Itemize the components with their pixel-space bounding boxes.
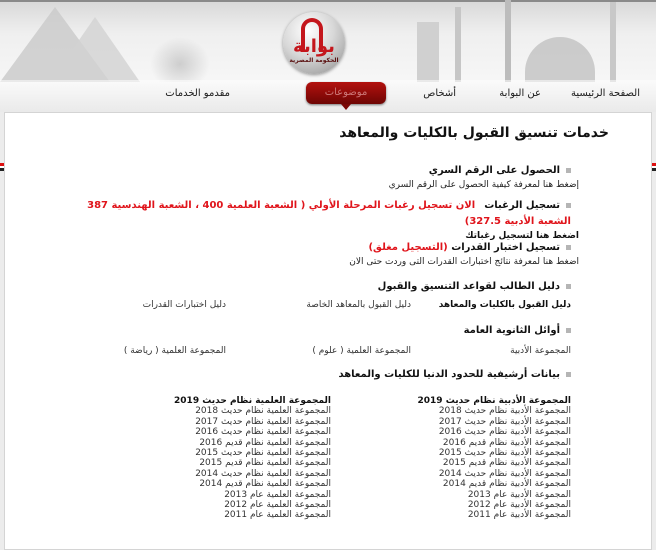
bullet-icon — [566, 284, 571, 289]
sphinx-illustration — [150, 37, 210, 82]
content-panel — [4, 112, 652, 550]
building-illustration — [417, 22, 439, 82]
section-guide — [378, 281, 571, 292]
archive-link[interactable]: المجموعة الأدبية نظام حديث 2017 — [438, 416, 571, 427]
section-preferences — [51, 196, 579, 243]
top-math-link[interactable]: المجموعة العلمية ( رياضة ) — [123, 346, 226, 356]
bullet-icon — [566, 203, 571, 208]
section-title: الحصول على الرقم السري — [428, 165, 560, 176]
archive-link[interactable]: المجموعة الأدبية نظام حديث 2015 — [438, 448, 571, 459]
section-top-students — [464, 325, 571, 336]
archive-link[interactable]: المجموعة العلمية نظام حديث 2014 — [195, 468, 331, 479]
archive-link[interactable]: المجموعة العلمية نظام حديث 2015 — [195, 448, 331, 459]
archive-link[interactable]: المجموعة العلمية نظام حديث 2018 — [195, 406, 331, 417]
archive-link[interactable]: المجموعة الأدبية نظام حديث 2014 — [438, 468, 571, 479]
nav-service-providers[interactable]: مقدمو الخدمات — [165, 88, 230, 99]
section-title: دليل الطالب لقواعد التنسيق والقبول — [377, 281, 560, 292]
main-nav — [0, 80, 656, 110]
archive-link[interactable]: المجموعة العلمية نظام حديث 2016 — [195, 427, 331, 438]
portal-logo[interactable] — [283, 12, 345, 74]
section-title: أوائل الثانوية العامة — [463, 325, 560, 336]
bullet-icon — [566, 168, 571, 173]
bullet-icon — [566, 328, 571, 333]
aptitude-results-link[interactable]: اضغط هنا لمعرفة نتائج اختبارات القدرات التى وردت حتى الان — [349, 257, 579, 267]
minaret-illustration — [505, 0, 511, 82]
section-aptitude — [349, 242, 579, 267]
tower-illustration — [455, 7, 461, 82]
archive-link[interactable]: المجموعة الأدبية نظام حديث 2016 — [438, 427, 571, 438]
section-title: تسجيل اختبار القدرات — [451, 242, 560, 253]
archive-link[interactable]: المجموعة الأدبية نظام قديم 2016 — [442, 437, 571, 448]
logo-main-text: بوابة — [293, 36, 335, 57]
archive-scientific-list — [174, 396, 331, 521]
secret-number-link[interactable]: إضغط هنا لمعرفة كيفية الحصول على الرقم السري — [388, 180, 579, 190]
mosque-dome-illustration — [525, 37, 595, 82]
nav-people[interactable]: أشخاص — [423, 88, 456, 99]
archive-link[interactable]: المجموعة الأدبية نظام حديث 2018 — [438, 406, 571, 417]
bullet-icon — [566, 372, 571, 377]
nav-home[interactable]: الصفحة الرئيسية — [571, 88, 640, 99]
archive-link[interactable]: المجموعة الأدبية عام 2013 — [467, 489, 571, 500]
archive-link[interactable]: المجموعة الأدبية نظام حديث 2019 — [417, 396, 571, 406]
header-banner — [0, 0, 656, 112]
archive-link[interactable]: المجموعة العلمية عام 2012 — [224, 500, 331, 511]
section-title: تسجيل الرغبات — [484, 200, 560, 211]
guide-aptitude-tests-link[interactable]: دليل اختبارات القدرات — [142, 300, 226, 310]
archive-link[interactable]: المجموعة العلمية عام 2011 — [224, 510, 331, 521]
archive-link[interactable]: المجموعة العلمية نظام قديم 2016 — [199, 437, 331, 448]
pyramid-illustration — [50, 17, 140, 82]
section-archive — [338, 369, 571, 380]
archive-link[interactable]: المجموعة الأدبية عام 2011 — [467, 510, 571, 521]
logo-sub-text: الحكومة المصرية — [289, 57, 339, 64]
guide-private-institutes-link[interactable]: دليل القبول بالمعاهد الخاصة — [306, 300, 411, 310]
bullet-icon — [566, 245, 571, 250]
register-preferences-link[interactable]: اضغط هنا لتسجيل رغباتك — [465, 231, 579, 241]
archive-link[interactable]: المجموعة الأدبية عام 2012 — [467, 500, 571, 511]
archive-link[interactable]: المجموعة الأدبية نظام قديم 2015 — [442, 458, 571, 469]
archive-link[interactable]: المجموعة الأدبية نظام قديم 2014 — [442, 479, 571, 490]
top-science-link[interactable]: المجموعة العلمية ( علوم ) — [312, 346, 411, 356]
archive-link[interactable]: المجموعة العلمية نظام حديث 2019 — [174, 396, 331, 406]
top-literary-link[interactable]: المجموعة الأدبية — [510, 346, 571, 356]
archive-literary-list — [418, 396, 572, 521]
top-border — [0, 0, 656, 2]
archive-link[interactable]: المجموعة العلمية عام 2013 — [224, 489, 331, 500]
preferences-notice: الان تسجيل رغبات المرحلة الأولي ( الشعبة العلمية 400 ، الشعبة الهندسية 387 الشعبة الأدبية 327.5) — [87, 200, 571, 227]
registration-closed-badge: (التسجيل مغلق) — [368, 242, 448, 253]
section-title: بيانات أرشيفية للحدود الدنيا للكليات والمعاهد — [338, 369, 560, 380]
page-title: خدمات تنسيق القبول بالكليات والمعاهد — [339, 125, 609, 141]
archive-link[interactable]: المجموعة العلمية نظام حديث 2017 — [195, 416, 331, 427]
minaret-illustration — [610, 2, 616, 82]
section-secret-number — [388, 165, 579, 190]
nav-about-portal[interactable]: عن البوابة — [499, 88, 541, 99]
guide-colleges-link[interactable]: دليل القبول بالكليات والمعاهد — [438, 300, 571, 310]
archive-link[interactable]: المجموعة العلمية نظام قديم 2014 — [199, 479, 331, 490]
nav-topics-active[interactable]: موضوعات — [306, 82, 386, 104]
archive-link[interactable]: المجموعة العلمية نظام قديم 2015 — [199, 458, 331, 469]
